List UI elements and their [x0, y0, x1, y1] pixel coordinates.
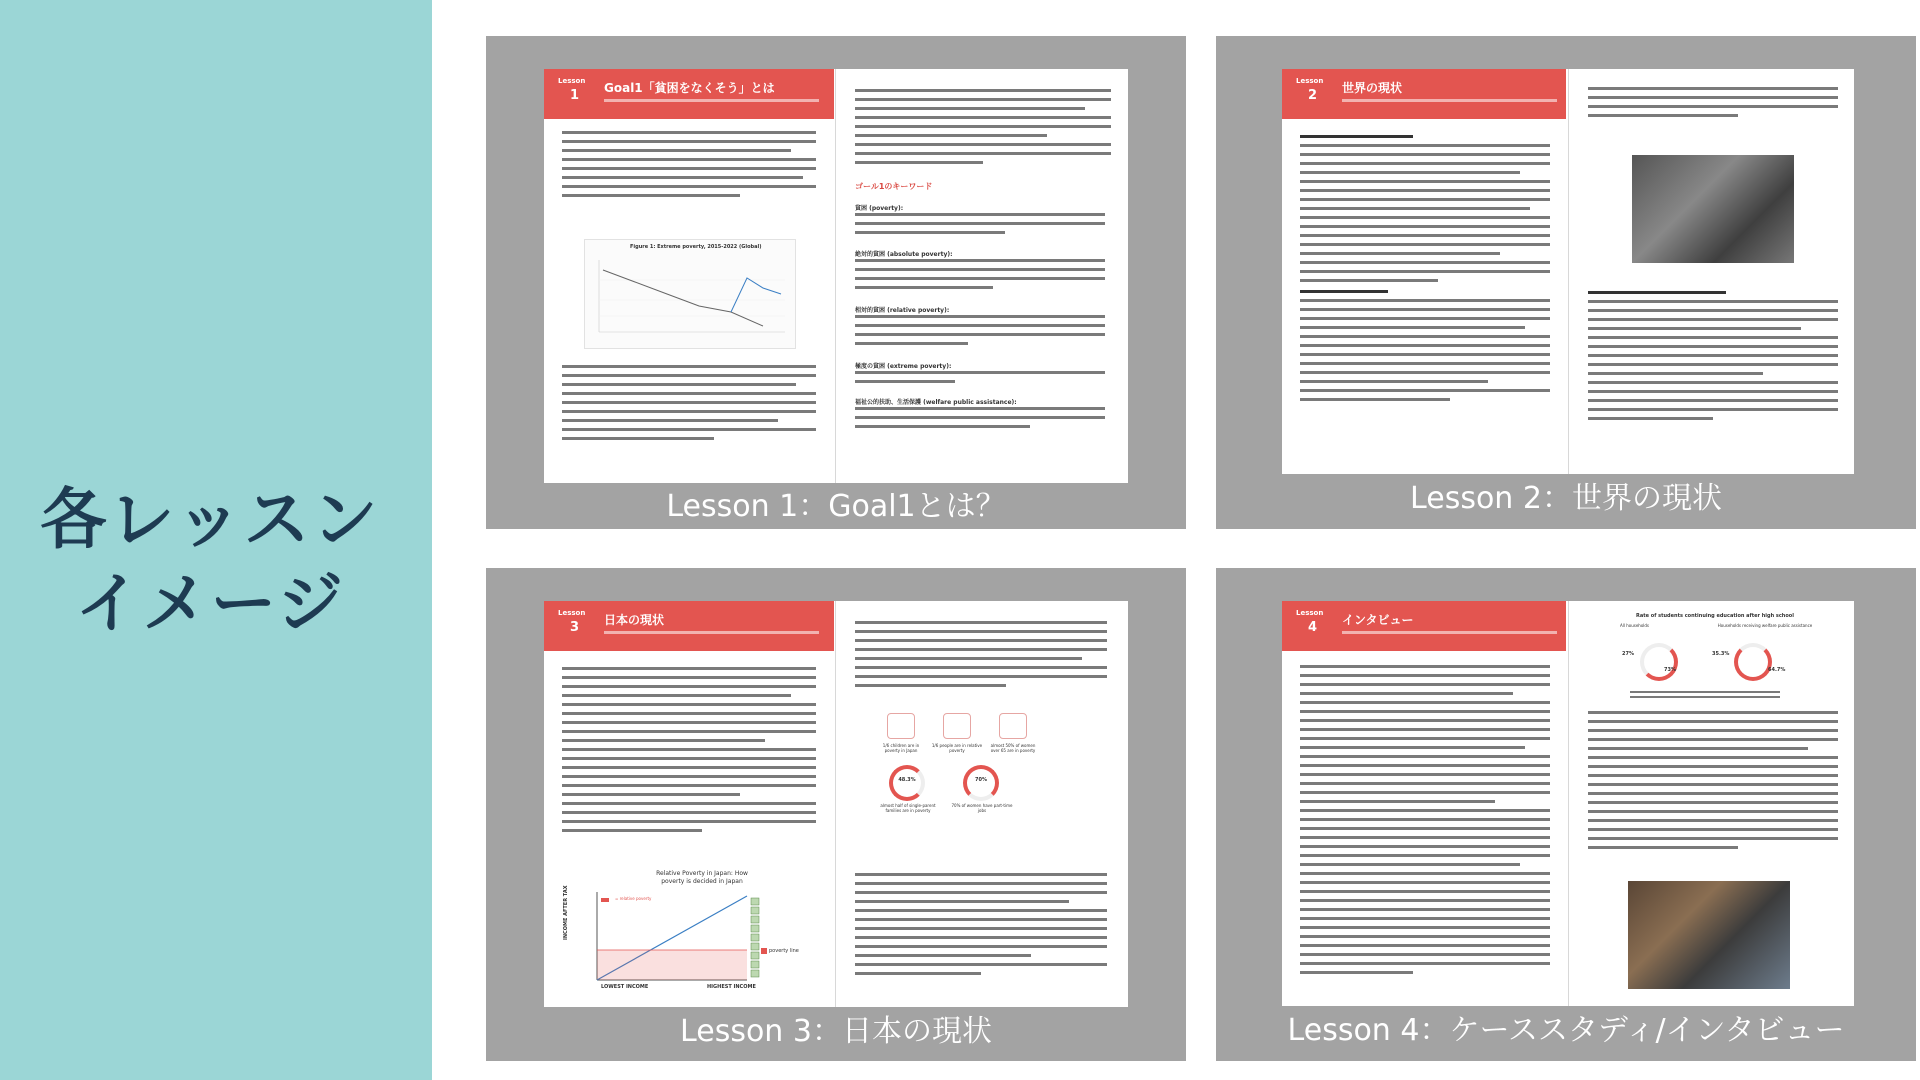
body-text-block-right: [1588, 87, 1838, 123]
lesson-1-left-page: [544, 69, 834, 483]
lesson-3-left-page: [544, 601, 834, 1007]
lesson-page-title: Goal1「貧困をなくそう」とは: [604, 81, 775, 95]
lesson-2-card[interactable]: [1216, 36, 1916, 529]
lesson-1-banner: [544, 69, 834, 119]
spread-gutter: [835, 69, 836, 483]
donut-value-73: 73%: [1664, 667, 1676, 673]
lesson-page-title: 世界の現状: [1342, 81, 1403, 95]
section-poverty: 貧困 (poverty):: [855, 205, 904, 212]
lesson-3-banner: [544, 601, 834, 651]
donut-part-time-label: 70% of women have part-time jobs: [951, 803, 1013, 813]
body-text-block-right-2: [855, 873, 1107, 981]
donut-value-64: 64.7%: [1768, 667, 1786, 673]
lesson-3-right-page: [837, 601, 1128, 1007]
lesson-1-card[interactable]: [486, 36, 1186, 529]
donut-single-parent: [889, 765, 925, 801]
people-icon: [943, 713, 971, 739]
lesson-label: Lesson: [558, 609, 586, 617]
donut-all-households: [1640, 643, 1678, 681]
chart-legend-lines: [1630, 691, 1780, 701]
poverty-line-chart: [585, 240, 795, 348]
lesson-page-title: インタビュー: [1342, 613, 1414, 627]
section-text: [855, 407, 1105, 434]
banner-subtitle-line: [1342, 99, 1557, 102]
relative-poverty-figure: [563, 867, 818, 999]
lesson-3-caption: Lesson 3：日本の現状: [680, 1014, 992, 1049]
stat-women: almost 50% of women over 65 are in poverty: [990, 743, 1036, 753]
stat-children: 1/6 children are in poverty in Japan: [882, 743, 920, 753]
lesson-4-right-page: [1570, 601, 1854, 1006]
lesson-4-left-page: [1282, 601, 1566, 1006]
spread-gutter: [1568, 69, 1569, 474]
children-tablet-photo: [1628, 881, 1790, 989]
chart-sub-welfare: Households receiving welfare public assistance: [1717, 623, 1813, 628]
section-text: [855, 213, 1105, 240]
body-text-block: [1300, 135, 1550, 407]
spread-gutter: [835, 601, 836, 1007]
donut-value-35: 35.3%: [1712, 651, 1730, 657]
lesson-label: Lesson: [558, 77, 586, 85]
lesson-number: 2: [1308, 88, 1318, 103]
lesson-2-caption: Lesson 2：世界の現状: [1410, 481, 1722, 516]
figure-title: Figure 1: Extreme poverty, 2015-2022 (Global): [630, 244, 762, 250]
keyword-heading: ゴール1のキーワード: [855, 182, 933, 191]
sidebar-panel: [0, 0, 432, 1080]
lesson-1-caption: Lesson 1：Goal1とは？: [666, 489, 1006, 524]
lesson-3-spread: [544, 601, 1128, 1007]
banner-subtitle-line: [1342, 631, 1557, 634]
body-text-block: [1300, 665, 1550, 980]
lesson-2-spread: [1282, 69, 1854, 474]
section-text: [855, 259, 1105, 295]
banner-subtitle-line: [604, 631, 819, 634]
lesson-4-card[interactable]: [1216, 568, 1916, 1061]
figure-extreme-poverty: [584, 239, 796, 349]
donut-part-time: [963, 765, 999, 801]
lesson-4-banner: [1282, 601, 1566, 651]
section-title: [0, 478, 420, 646]
section-extreme-poverty: 極度の貧困 (extreme poverty):: [855, 363, 952, 370]
section-text: [855, 315, 1105, 351]
section-relative-poverty: 相対的貧困 (relative poverty):: [855, 307, 950, 314]
lesson-number: 1: [570, 88, 580, 103]
chart-title: Rate of students continuing education after high school: [1636, 613, 1794, 619]
lesson-4-spread: [1282, 601, 1854, 1006]
poverty-line-label: poverty line: [769, 948, 799, 954]
stat-people: 1/6 people are in relative poverty: [931, 743, 983, 753]
section-welfare: 福祉公的扶助、生活保護 (welfare public assistance):: [855, 399, 1017, 406]
donut-part-time-value: 70%: [975, 777, 987, 783]
section-title-line-1: 各レッスン: [40, 481, 380, 558]
lesson-page-title: 日本の現状: [604, 613, 665, 627]
chart-sub-all: All households: [1620, 623, 1650, 628]
family-icon: [887, 713, 915, 739]
lesson-2-right-page: [1570, 69, 1854, 474]
relative-poverty-chart: [567, 868, 817, 998]
body-text-block-right: [1588, 711, 1838, 855]
body-text-block: [562, 667, 816, 838]
children-photo: [1632, 155, 1794, 263]
lesson-3-card[interactable]: [486, 568, 1186, 1061]
spread-gutter: [1568, 601, 1569, 1006]
section-title-line-2: イメージ: [74, 565, 346, 642]
donut-value-27: 27%: [1622, 651, 1634, 657]
lesson-number: 3: [570, 620, 580, 635]
lesson-label: Lesson: [1296, 77, 1324, 85]
body-text-block-right: [855, 621, 1107, 693]
lesson-4-caption: Lesson 4：ケーススタディ/インタビュー: [1287, 1013, 1845, 1048]
banner-subtitle-line: [604, 99, 819, 102]
donut-single-parent-label: almost half of single-parent families are in poverty: [880, 803, 936, 813]
body-text-block-2: [562, 365, 816, 446]
section-text: [855, 371, 1105, 389]
lesson-2-banner: [1282, 69, 1566, 119]
donut-welfare-households: [1734, 643, 1772, 681]
body-text-block-right-2: [1588, 291, 1838, 426]
figure-title: Relative Poverty in Japan: How poverty is decided in Japan: [656, 870, 748, 885]
lesson-label: Lesson: [1296, 609, 1324, 617]
lesson-2-left-page: [1282, 69, 1566, 474]
body-text-block-right: [855, 89, 1111, 170]
figure-legend: = relative poverty: [615, 896, 652, 901]
lesson-1-right-page: [837, 69, 1128, 483]
axis-x-left-label: LOWEST INCOME: [601, 984, 649, 990]
axis-y-label: INCOME AFTER TAX: [563, 885, 569, 940]
body-text-block: [562, 131, 816, 203]
donut-single-parent-value: 48.3%: [898, 777, 916, 783]
section-absolute-poverty: 絶対的貧困 (absolute poverty):: [855, 251, 953, 258]
axis-x-right-label: HIGHEST INCOME: [707, 984, 756, 990]
lesson-1-spread: [544, 69, 1128, 483]
lesson-number: 4: [1308, 620, 1318, 635]
woman-icon: [999, 713, 1027, 739]
